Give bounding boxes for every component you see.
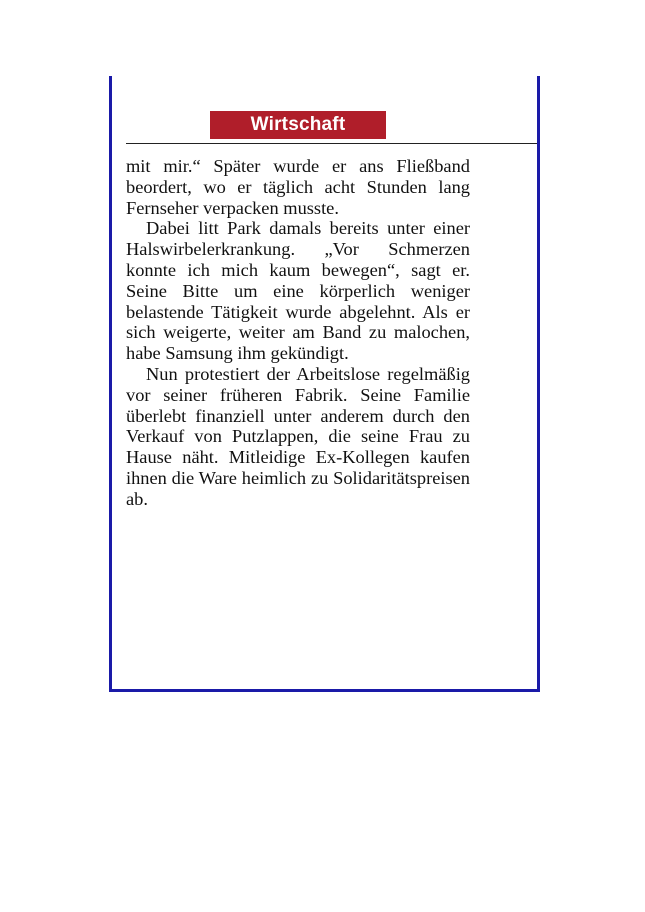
header-rule [126, 143, 540, 144]
article-paragraph-2: Dabei litt Park damals bereits unter einer Halswirbelerkrankung. „Vor Schmerzen konnte ich mich kaum bewegen“, sagt er. Seine Bitte um eine körperlich weniger belastende Tätigkeit wurde abgelehnt. Als er sich weigerte, weiter am Band zu malochen, habe Samsung ihm gekündigt. [126, 218, 470, 364]
newspaper-clipping [109, 76, 540, 692]
article-body [126, 156, 470, 546]
article-paragraph-3: Nun protestiert der Arbeitslose regelmäßig vor seiner früheren Fabrik. Seine Familie überlebt finanziell unter anderem durch den Verkauf von Putzlappen, die seine Frau zu Hause näht. Mitleidige Ex-Kollegen kaufen ihnen die Ware heimlich zu Solidaritätspreisen ab. [126, 363, 470, 509]
section-label: Wirtschaft [210, 111, 386, 139]
article-paragraph-1: mit mir.“ Später wurde er ans Fließband beordert, wo er täglich acht Stunden lang Fernseher verpacken musste. [126, 156, 470, 218]
